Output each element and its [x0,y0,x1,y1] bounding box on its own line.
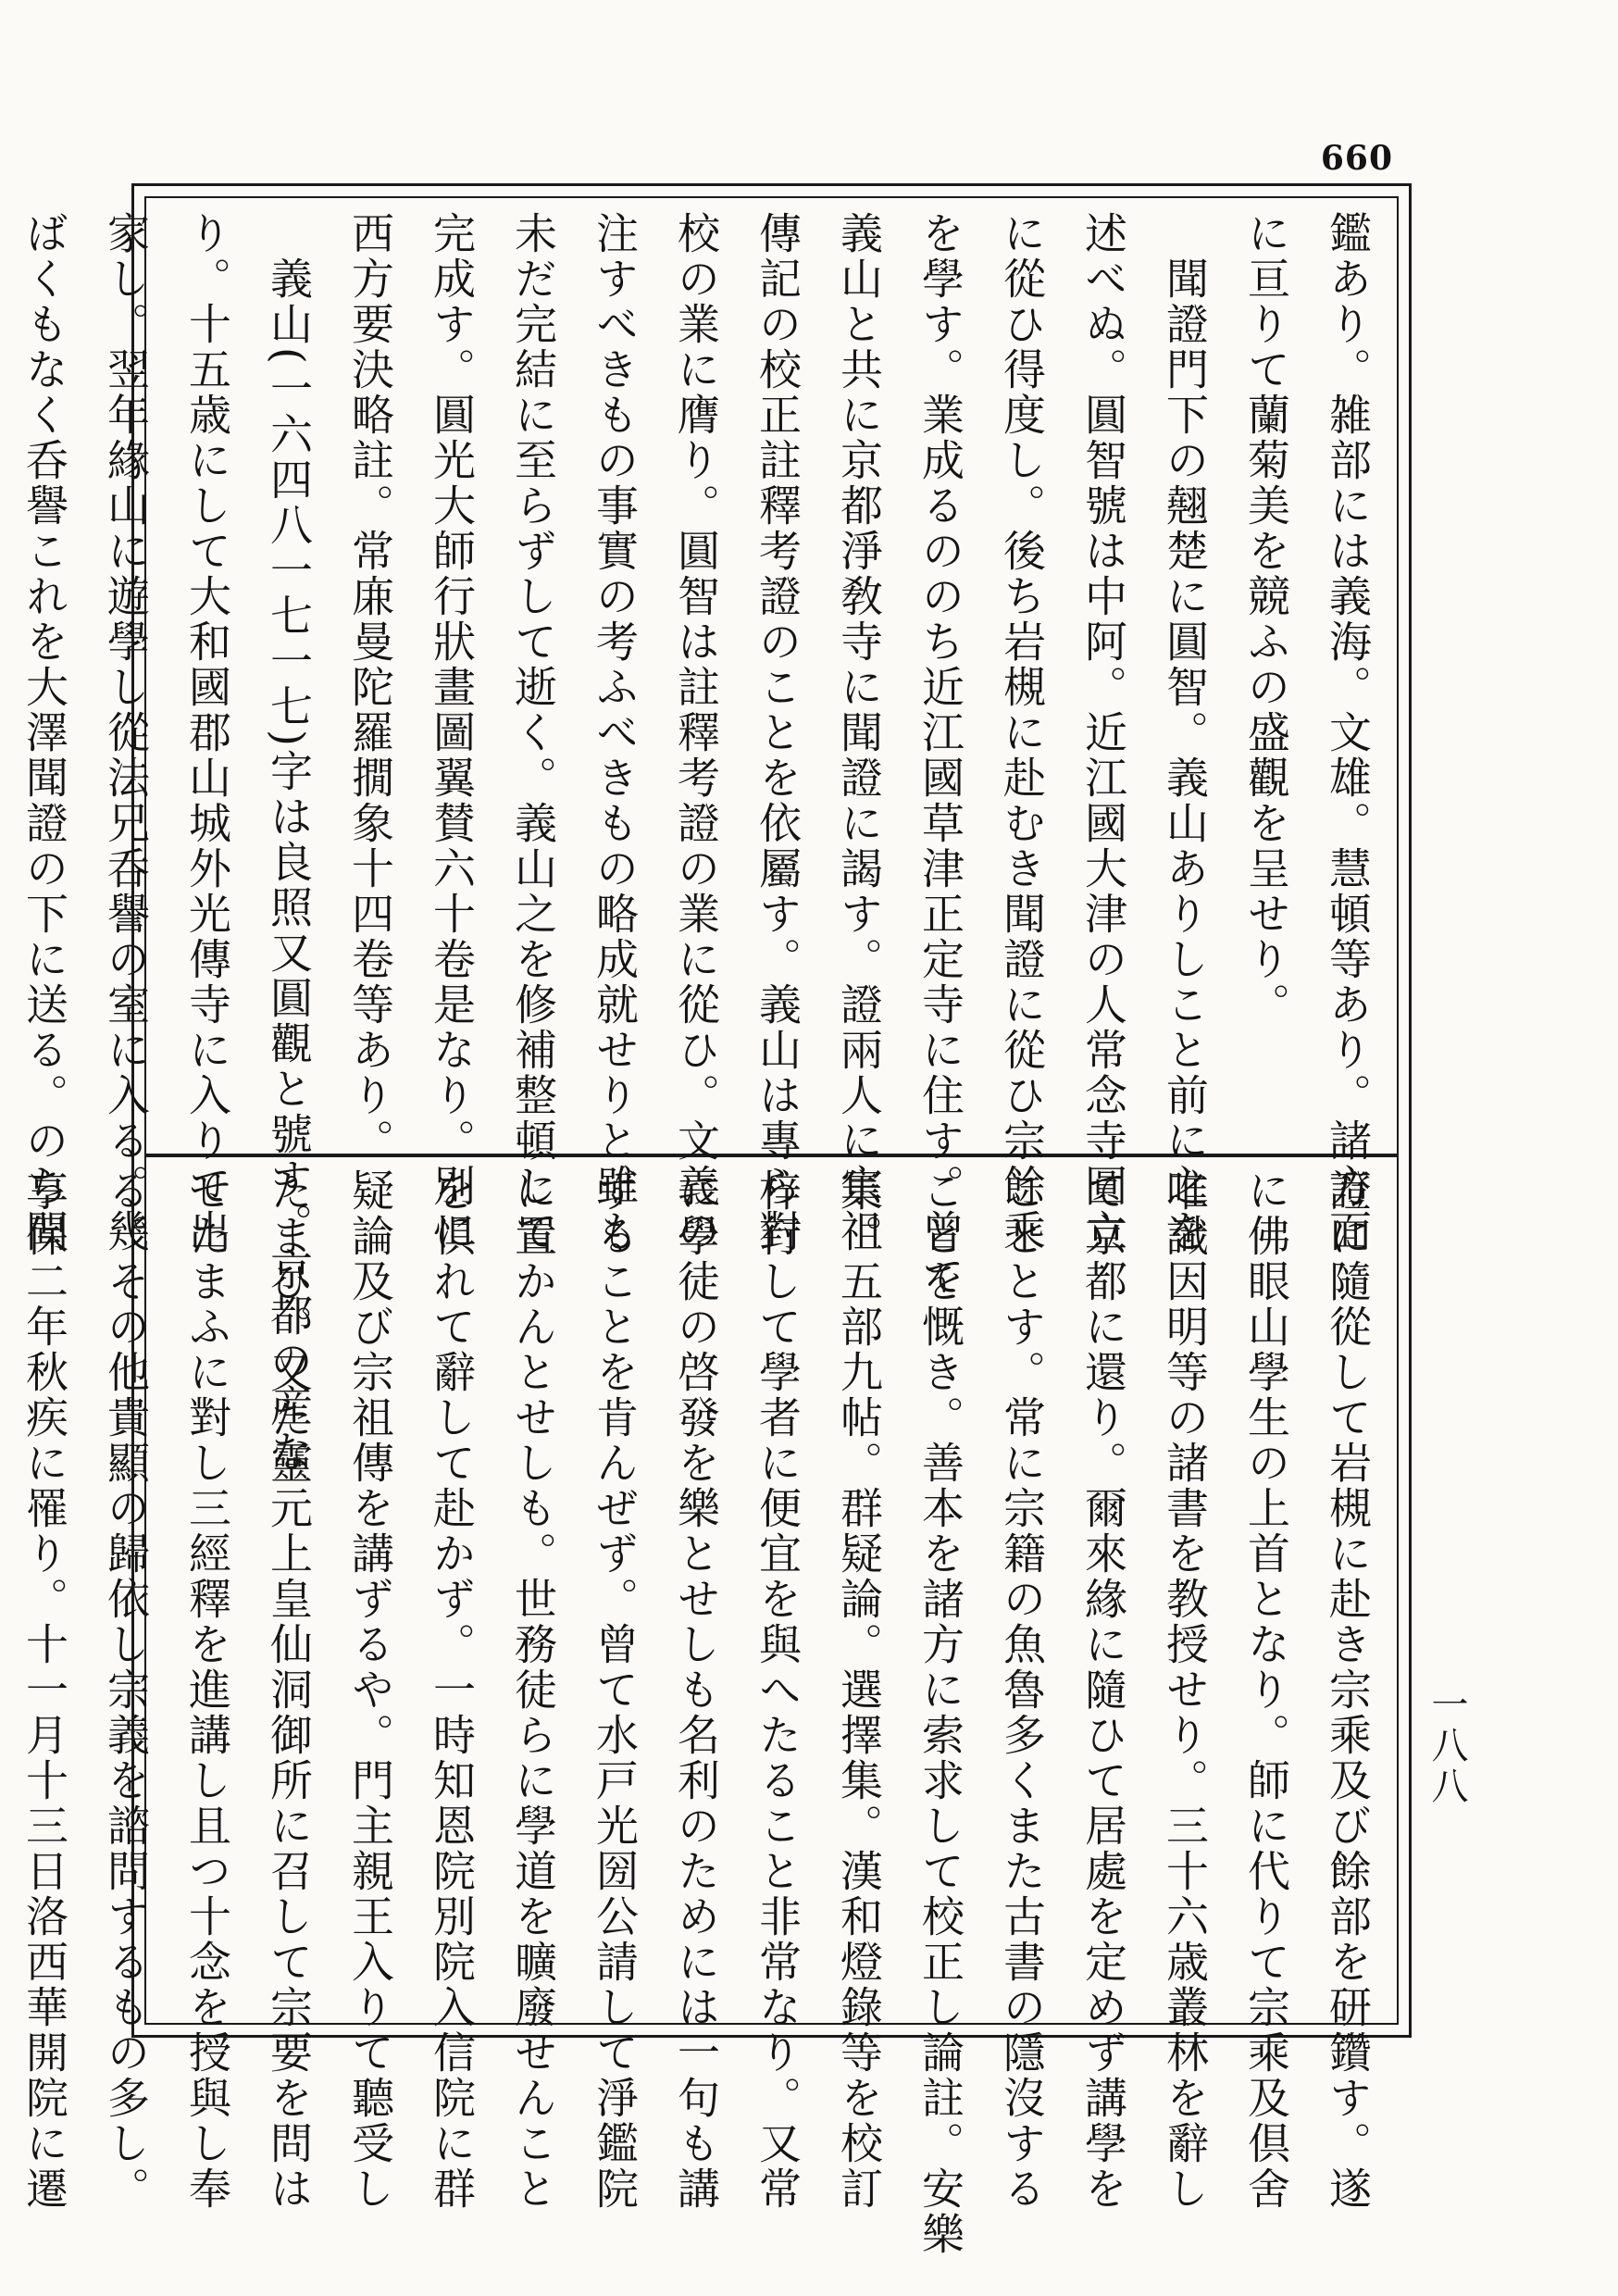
text-line: ずることを肯んぜず。曾て水戸光圀公請して淨鑑院 [590,1168,640,2212]
text-line: 證に隨從して岩槻に赴き宗乘及び餘部を研鑽す。遂 [1323,1168,1373,2212]
text-line: 梓行して學者に便宜を與へたること非常なり。又常 [753,1168,803,2212]
text-line: に佛眼山學生の上首となり。師に代りて宗乘及倶舍 [1241,1168,1291,2212]
text-line: に亘りて蘭菊美を競ふの盛觀を呈せり。 [1241,211,1291,1028]
text-line: ばくもなく呑譽これを大澤聞證の下に送る。のち聞 [19,211,69,1254]
text-line: 享保二年秋疾に罹り。十一月十三日洛西華開院に遷 [19,1168,69,2212]
text-line: 鑑あり。雑部には義海。文雄。慧頓等あり。諸方面 [1323,211,1373,1254]
text-line: に置かんとせしも。世務徒らに學道を曠廢せんこと [508,1168,558,2212]
text-line: 完成す。圓光大師行狀畫圖翼賛六十卷是なり。別に [427,211,477,1254]
text-line: 注すべきもの事實の考ふべきもの略成就せりと雖も [590,211,640,1254]
page-number: 660 [1320,139,1393,178]
text-line: ことを慨き。善本を諸方に索求して校正し論註。安樂 [915,1168,965,2257]
text-line: 疑論及び宗祖傳を講ずるや。門主親王入りて聽受し [345,1168,395,2212]
text-line: 校の業に膺り。圓智は註釋考證の業に從ひ。文義の [671,211,721,1254]
text-line: る。その他貴顯の歸依し宗義を諮問するもの多し。 [101,1168,151,2212]
text-line: 集。五部九帖。群疑論。選擇集。漢和燈錄等を校訂 [834,1168,884,2212]
text-line: を學す。業成るののち近江國草津正定寺に住す。曾て [915,211,965,1300]
text-line: 聞證門下の翹楚に圓智。義山ありしこと前に之を [1160,211,1210,1254]
text-line: せたまふに對し三經釋を進講し且つ十念を授與し奉 [182,1168,232,2212]
margin-section-label: 一八八 [1425,1685,1468,1807]
text-line: に學徒の啓發を樂とせしも名利のためには一句も講 [671,1168,721,2212]
bottom-text-block [19,1168,1388,2257]
text-line: 未だ完結に至らずして逝く。義山之を修補整頓して [508,211,558,1254]
text-line: り。十五歳にして大和國郡山城外光傳寺に入りて出 [182,211,232,1254]
text-line: 家し。翌年緣山に遊學し從法兄呑譽の室に入る。幾 [101,211,151,1254]
text-line: を惧れて辭して赴かず。一時知恩院別院入信院に群 [427,1168,477,2212]
text-line: 唯識因明等の諸書を教授せり。三十六歳叢林を辭し [1160,1168,1210,2212]
text-line: 義山と共に京都淨敎寺に聞證に謁す。證兩人に宗祖 [834,211,884,1254]
text-line: に從ひ得度し。後ち岩槻に赴むき聞證に從ひ宗餘乘 [997,211,1047,1254]
text-line: 述べぬ。圓智號は中阿。近江國大津の人常念寺圓立 [1078,211,1128,1254]
text-line: 西方要決略註。常𢈘曼陀羅撊象十四卷等あり。 [345,211,395,1164]
text-line: て京都に還り。爾來緣に隨ひて居處を定めず講學を [1078,1168,1128,2212]
text-line: 義山(一六四八一七一七)字は良照又圓觀と號す。京都の産な [264,211,314,1475]
top-text-block [19,211,1388,1475]
text-line: 傳記の校正註釋考證のことを依屬す。義山は專ら對 [753,211,803,1254]
text-line: たまひ。又た靈元上皇仙洞御所に召して宗要を問は [264,1168,314,2212]
text-line: こととす。常に宗籍の魚魯多くまた古書の隱沒する [997,1168,1047,2212]
